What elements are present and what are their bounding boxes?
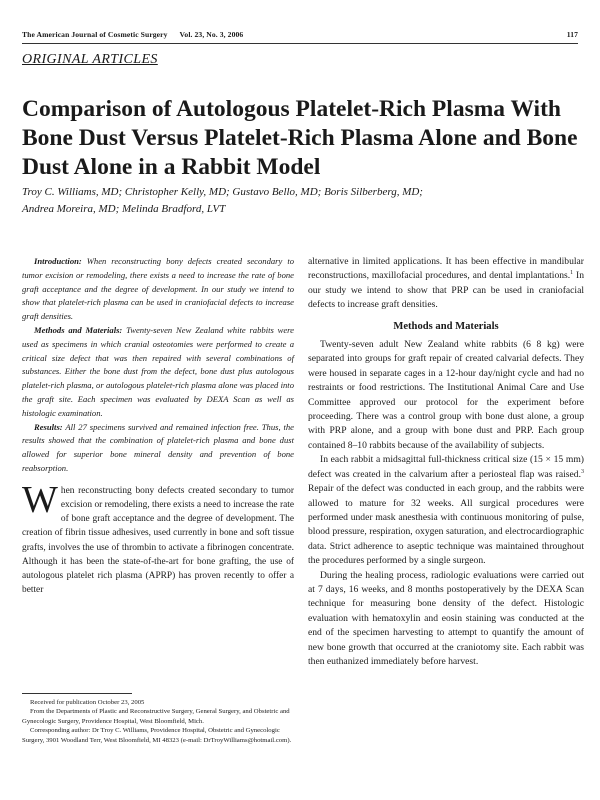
drop-cap: W (22, 478, 58, 521)
abstract-label-introduction: Introduction: (34, 256, 82, 266)
methods-paragraph-1: Twenty-seven adult New Zealand white rabbits (6 8 kg) were separated into groups for graft repair of created calvarial defects. They were housed in separate cages in a 12-hour day/night cycle and had no restraints or food restrictions. The Institutional Animal Care and Use Committee approved our protocol for the experiment before proceeding. There was a control group with bone dust alone, a group with PRP alone, and a group with bone dust and PRP. Each group contained 8–10 rabbits because of the availability of subjects. (308, 339, 584, 451)
footnote-correspondence: Corresponding author: Dr Troy C. Williams, Providence Hospital, Obstetric and Gynecologic Surgery, 3901 Woodland Terr, West Bloomfield, MI 48323 (e-mail: DrTroyWilliams@hotmail.com). (22, 727, 292, 744)
author-line-1: Troy C. Williams, MD; Christopher Kelly, MD; Gustavo Bello, MD; Boris Silberberg, MD; (22, 186, 423, 198)
left-column (22, 255, 294, 597)
intro-continuation: alternative in limited applications. It has been effective in mandibular reconstructions, maxillofacial procedures, and dental implantations.$^1$ In our study we intend to show that PRP can be used in craniofacial defects to increase graft densities. (308, 256, 584, 311)
introduction-body (22, 478, 294, 598)
abstract-results: Results: All 27 specimens survived and remained infection free. Thus, the results showed that the combination of platelet-rich plasma and bone dust allowed for superior bone mineral density and prevention of bone reabsorption. (22, 421, 294, 473)
methods-paragraph-3: During the healing process, radiologic evaluations were carried out at 7 days, 16 weeks, and 8 months postoperatively by the DEXA Scan technique for measuring bone density of the defect. Histologic evaluation with hematoxylin and eosin staining was conducted at the end of the specimen harvesting to attempt to quantify the amount of new bone growth that occurred at the craniotomy site. Each rabbit was then euthanized immediately before harvest. (308, 569, 584, 667)
methods-heading: Methods and Materials (393, 320, 499, 332)
reference-1: 1 (570, 270, 574, 277)
author-line-2: Andrea Moreira, MD; Melinda Bradford, LVT (22, 203, 226, 215)
right-column (308, 255, 584, 669)
footnote-departments: From the Departments of Plastic and Reconstructive Surgery, General Surgery, and Obstetric and Gynecologic Surgery, Providence Hospital, West Bloomfield, Mich. (22, 708, 290, 725)
journal-name: The American Journal of Cosmetic Surgery (22, 30, 168, 39)
footnotes (22, 698, 294, 745)
footnote-received: Received for publication October 23, 2005 (30, 699, 145, 706)
running-head (22, 30, 578, 42)
abstract-label-results: Results: (34, 421, 63, 432)
article-title: Comparison of Autologous Platelet-Rich Plasma With Bone Dust Versus Platelet-Rich Plasma Alone and Bone Dust Alone in a Rabbit Model (22, 96, 578, 180)
footnote-rule (22, 693, 132, 694)
abstract-label-methods: Methods and Materials: (34, 324, 123, 335)
author-list (22, 184, 582, 218)
abstract-introduction: Introduction: When reconstructing bony defects created secondary to tumor excision or remodeling, there exists a need to increase the rate of bone graft acceptance and the degree of development. In our study we intend to show that platelet-rich plasma can be used in craniofacial defects to increase graft densities. (22, 256, 294, 322)
reference-3: 3 (581, 468, 584, 475)
abstract (22, 255, 294, 476)
journal-volume: Vol. 23, No. 3, 2006 (179, 30, 244, 39)
page-number: 117 (566, 30, 578, 39)
abstract-methods: Methods and Materials: Twenty-seven New Zealand white rabbits were used as specimens in which cranial osteotomies were performed to create a critical size defect that was then repaired with several combinations of substances. Either the bone dust from the defect, bone dust plus autologous platelet-rich plasma, or autologous platelet-rich plasma alone was placed into the graft site. Each specimen was evaluated by DEXA Scan as well as histologic examination. (22, 324, 294, 418)
introduction-text: hen reconstructing bony defects created secondary to tumor excision or remodeling, there exists a need to increase the rate of bone graft acceptance and the degree of development. The creation of fibrin tissue adhesives, used currently in bone and soft tissue grafts, involves the use of thrombin to activate a fibrinogen concentrate. Although it has been the state-of-the-art for bone grafting, the use of autologous platelet rich plasma (APRP) has proven recently to offer a better (22, 485, 294, 596)
section-label: ORIGINAL ARTICLES (22, 52, 158, 67)
methods-paragraph-2: In each rabbit a midsagittal full-thickness critical size (15 × 15 mm) defect was created in the calvarium after a periosteal flap was raised.$^3$ Repair of the defect was conducted in each group, and the rabbits were allowed to mature for 32 weeks. All surgical procedures were performed under mask anesthesia with continuous monitoring of pulse, blood pressure, respiration, oxygen saturation, and electrocardiographic data. Strict adherence to aseptic technique was maintained throughout the procedures performed by a single surgeon. (308, 454, 584, 567)
header-rule (22, 43, 578, 44)
